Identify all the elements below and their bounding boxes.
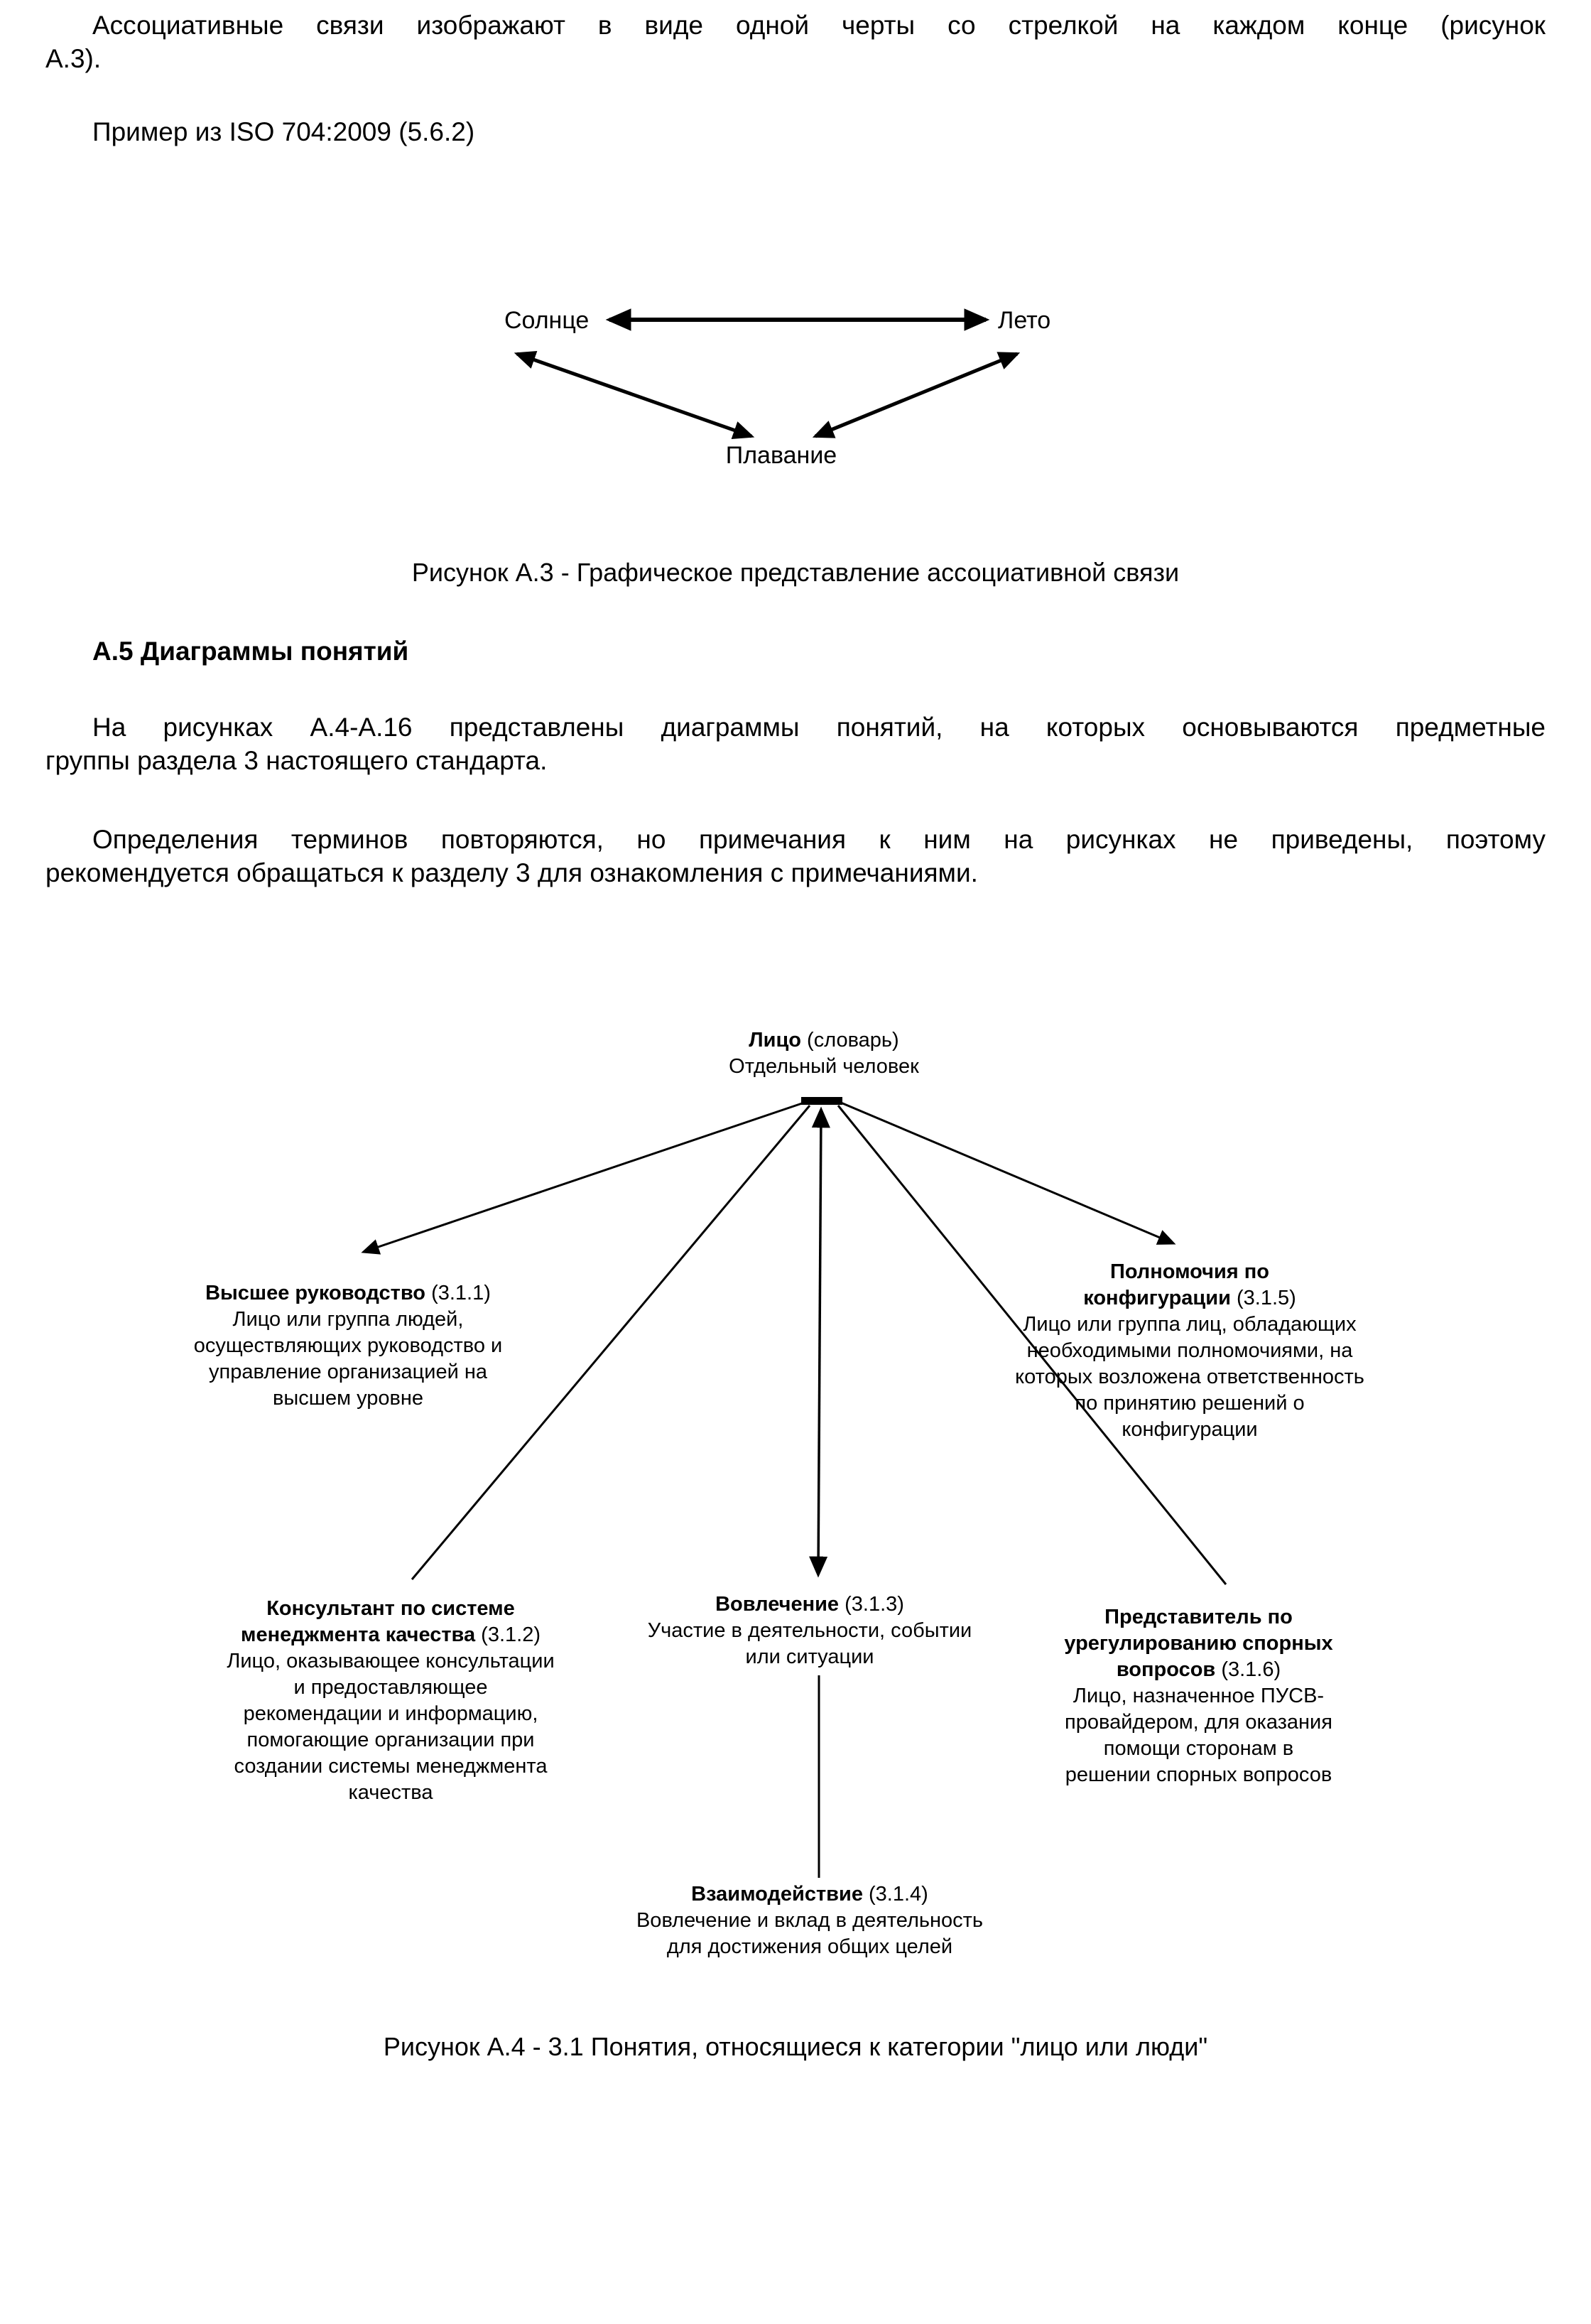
node-title-ref: (словарь) — [801, 1029, 899, 1052]
node-definition: Лицо или группа людей, осуществляющих руководство и управление организацией на высшем уровне — [193, 1308, 503, 1410]
node-definition: Лицо, назначенное ПУСВ-провайдером, для оказания помощи сторонам в решении спорных вопросов — [1065, 1685, 1332, 1786]
example-reference-line: Пример из ISO 704:2009 (5.6.2) — [92, 117, 475, 146]
node-definition: Лицо, оказывающее консультации и предоставляющее рекомендации и информацию, помогающие организации при создании системы менеджмента качества — [227, 1650, 555, 1804]
node-title-term: Полномочия по конфигурации — [1083, 1260, 1270, 1309]
node-title-ref: (3.1.6) — [1215, 1658, 1281, 1681]
associative-arrow-sun-swimming — [517, 354, 751, 436]
node-title-ref: (3.1.1) — [425, 1282, 491, 1304]
node-title-ref: (3.1.2) — [475, 1623, 541, 1646]
figure-a3-caption: Рисунок А.3 - Графическое представление ассоциативной связи — [411, 558, 1180, 587]
figure-a3-diagram — [398, 284, 1193, 497]
node-title — [1064, 1604, 1334, 1683]
generic-relation-bar — [801, 1097, 842, 1105]
node-title-term: Представитель по урегулированию спорных вопросов — [1064, 1606, 1333, 1681]
node-title — [1048, 1259, 1332, 1312]
figure-a4-diagram — [0, 1023, 1591, 1979]
concept-node-involvement — [604, 1591, 1016, 1670]
node-swimming-label: Плавание — [725, 442, 837, 469]
paragraph-line: На рисунках А.4-А.16 представлены диаграммы понятий, на которых основываются предметные — [92, 713, 1546, 742]
paragraph-associative-links — [45, 9, 1546, 75]
node-definition: Участие в деятельности, событии или ситуации — [647, 1619, 972, 1668]
node-title-term: Взаимодействие — [691, 1883, 863, 1906]
node-title-term: Лицо — [749, 1029, 801, 1052]
paragraph-line: Определения терминов повторяются, но примечания к ним на рисунках не приведены, поэтому — [92, 825, 1546, 854]
associative-arrow-swimming-summer — [815, 354, 1017, 436]
node-title-ref: (3.1.4) — [862, 1883, 928, 1906]
concept-node-interaction — [582, 1881, 1037, 1960]
node-title — [597, 1027, 1051, 1054]
node-definition: Вовлечение и вклад в деятельность для достижения общих целей — [636, 1909, 984, 1958]
node-title-term: Высшее руководство — [205, 1282, 426, 1304]
paragraph-diagrams-intro — [45, 710, 1546, 777]
concept-node-config-authority — [994, 1259, 1385, 1443]
figure-a4-canvas — [0, 1023, 1591, 1979]
paragraph-definitions-note — [45, 823, 1546, 890]
node-title — [582, 1881, 1037, 1908]
node-title — [604, 1591, 1016, 1618]
node-sun-label: Солнце — [504, 307, 590, 334]
node-title-ref: (3.1.3) — [839, 1593, 904, 1616]
arrow-to-config-authority — [841, 1103, 1173, 1243]
node-title-ref: (3.1.5) — [1230, 1287, 1296, 1309]
node-title-term: Вовлечение — [715, 1593, 840, 1616]
concept-node-person-root — [597, 1027, 1051, 1080]
concept-node-qms-consultant — [185, 1596, 597, 1806]
node-title — [227, 1596, 554, 1648]
section-heading: А.5 Диаграммы понятий — [92, 637, 409, 666]
figure-a4-caption: Рисунок А.4 - 3.1 Понятия, относящиеся к категории "лицо или люди" — [383, 2032, 1208, 2061]
node-summer-label: Лето — [998, 307, 1051, 334]
paragraph-line: Ассоциативные связи изображают в виде одной черты со стрелкой на каждом конце (рисунок — [92, 11, 1546, 40]
figure-a3-canvas — [398, 284, 1193, 497]
paragraph-line: группы раздела 3 настоящего стандарта. — [45, 746, 548, 775]
node-definition: Отдельный человек — [729, 1055, 919, 1078]
concept-node-dispute-resolver — [1001, 1604, 1396, 1788]
node-definition: Лицо или группа лиц, обладающих необходимыми полномочиями, на которых возложена ответственность по принятию решений о конфигурации — [1015, 1313, 1364, 1441]
double-arrow-to-involvement — [818, 1110, 821, 1574]
node-title-term: Консультант по системе менеджмента качества — [241, 1597, 515, 1646]
paragraph-line: А.3). — [45, 44, 102, 73]
paragraph-line: рекомендуется обращаться к разделу 3 для ознакомления с примечаниями. — [45, 858, 978, 887]
concept-node-top-management — [170, 1280, 526, 1412]
node-title — [170, 1280, 526, 1307]
arrow-to-top-management — [364, 1103, 804, 1252]
